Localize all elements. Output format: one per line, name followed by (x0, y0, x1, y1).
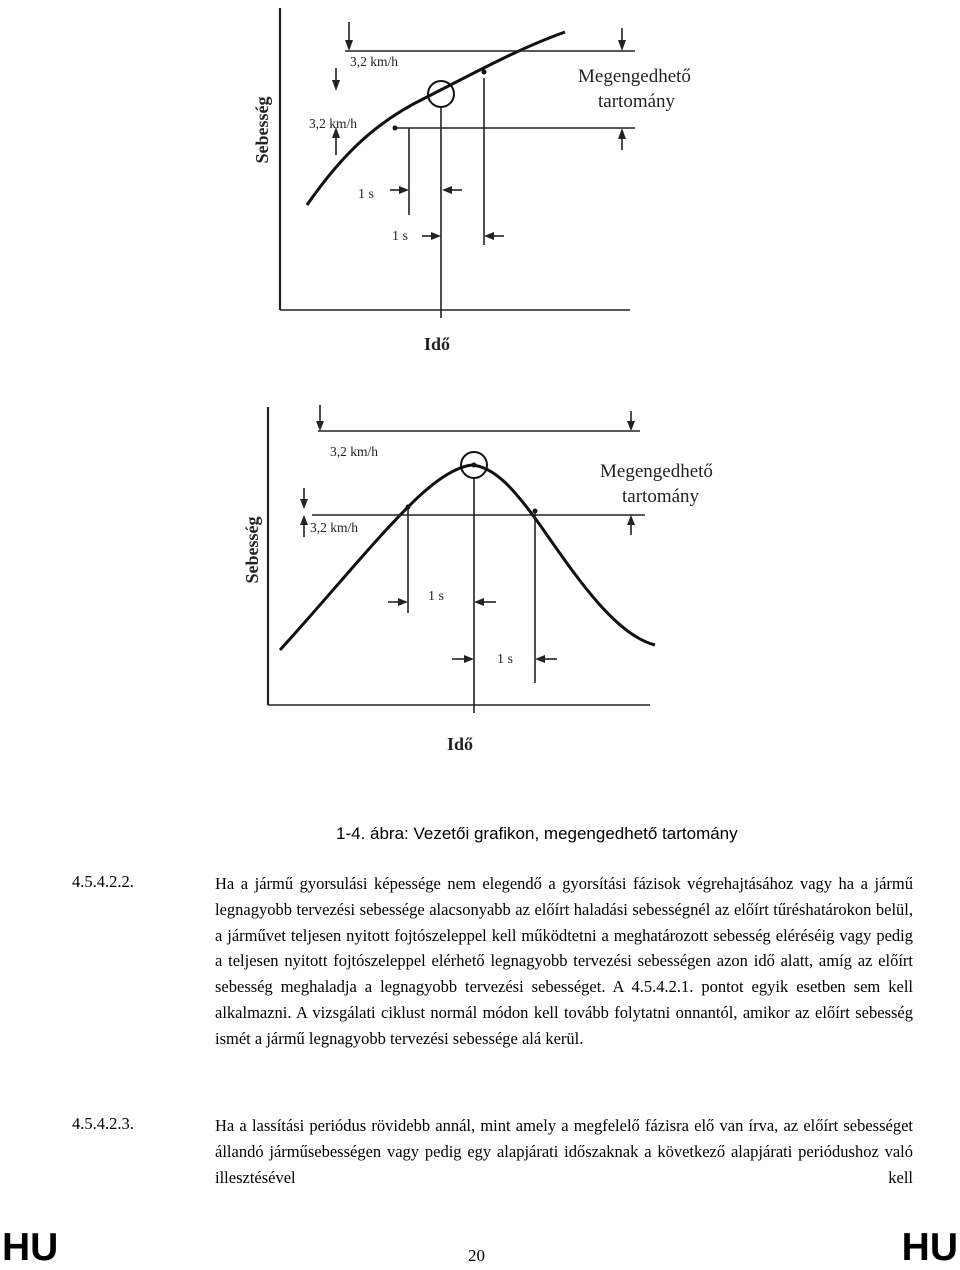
x-axis-label: Idő (423, 334, 451, 354)
time-tolerance-left-label: 1 s (428, 589, 444, 604)
band-label-line1: Megengedhető (600, 461, 713, 482)
time-tolerance-right-label: 1 s (497, 652, 513, 667)
figure-top (0, 0, 960, 380)
figure-bottom (0, 395, 960, 760)
footer-language-marker-left: HU (2, 1226, 59, 1269)
upper-tolerance-label: 3,2 km/h (330, 444, 379, 459)
figure-top-graphic (0, 0, 960, 380)
figure-bottom-graphic (0, 395, 960, 760)
y-axis-label: Sebesség (242, 516, 262, 584)
time-tolerance-left-label: 1 s (358, 187, 374, 202)
band-label-line1: Megengedhető (578, 66, 691, 87)
band-point (482, 70, 487, 75)
footer-language-marker-right: HU (901, 1226, 958, 1269)
page-number: 20 (468, 1246, 485, 1265)
band-label-line2: tartomány (622, 486, 700, 507)
y-axis-label: Sebesség (252, 96, 272, 164)
peak-point (472, 463, 477, 468)
figure-caption: 1-4. ábra: Vezetői grafikon, megengedhető tartomány (336, 824, 738, 843)
lower-tolerance-label: 3,2 km/h (309, 116, 358, 131)
lower-tolerance-label: 3,2 km/h (310, 520, 359, 535)
time-tolerance-right-label: 1 s (392, 229, 408, 244)
speed-curve (280, 465, 655, 650)
section-number: 4.5.4.2.3. (72, 1114, 134, 1133)
section-text: Ha a lassítási periódus rövidebb annál, mint amely a megfelelő fázisra elő van írva, az előírt sebességet állandó járműsebességen vagy pedig egy alapjárati időszaknak a következő alapjárati periódushoz való illesztésével kell (215, 1116, 913, 1187)
x-axis-label: Idő (446, 734, 474, 754)
band-label-line2: tartomány (598, 91, 676, 112)
upper-tolerance-label: 3,2 km/h (350, 54, 399, 69)
section-text: Ha a jármű gyorsulási képessége nem elegendő a gyorsítási fázisok végrehajtásához vagy ha a jármű legnagyobb tervezési sebessége alacsonyabb az előírt haladási sebességnél az előírt tűréshatárokon belül, a járművet teljesen nyitott fojtószeleppel kell működtetni a meghatározott sebesség eléréséig vagy pedig a teljesen nyitott fojtószeleppel elérhető legnagyobb tervezési sebességen azon idő alatt, amíg az előírt sebesség meghaladja a legnagyobb tervezési sebességet. A 4.5.4.2.1. pontot egyik esetben sem kell alkalmazni. A vizsgálati ciklust normál módon kell tovább folytatni onnantól, amikor az előírt sebesség ismét a jármű legnagyobb tervezési sebessége alá kerül. (215, 874, 913, 1048)
section-number: 4.5.4.2.2. (72, 872, 134, 891)
